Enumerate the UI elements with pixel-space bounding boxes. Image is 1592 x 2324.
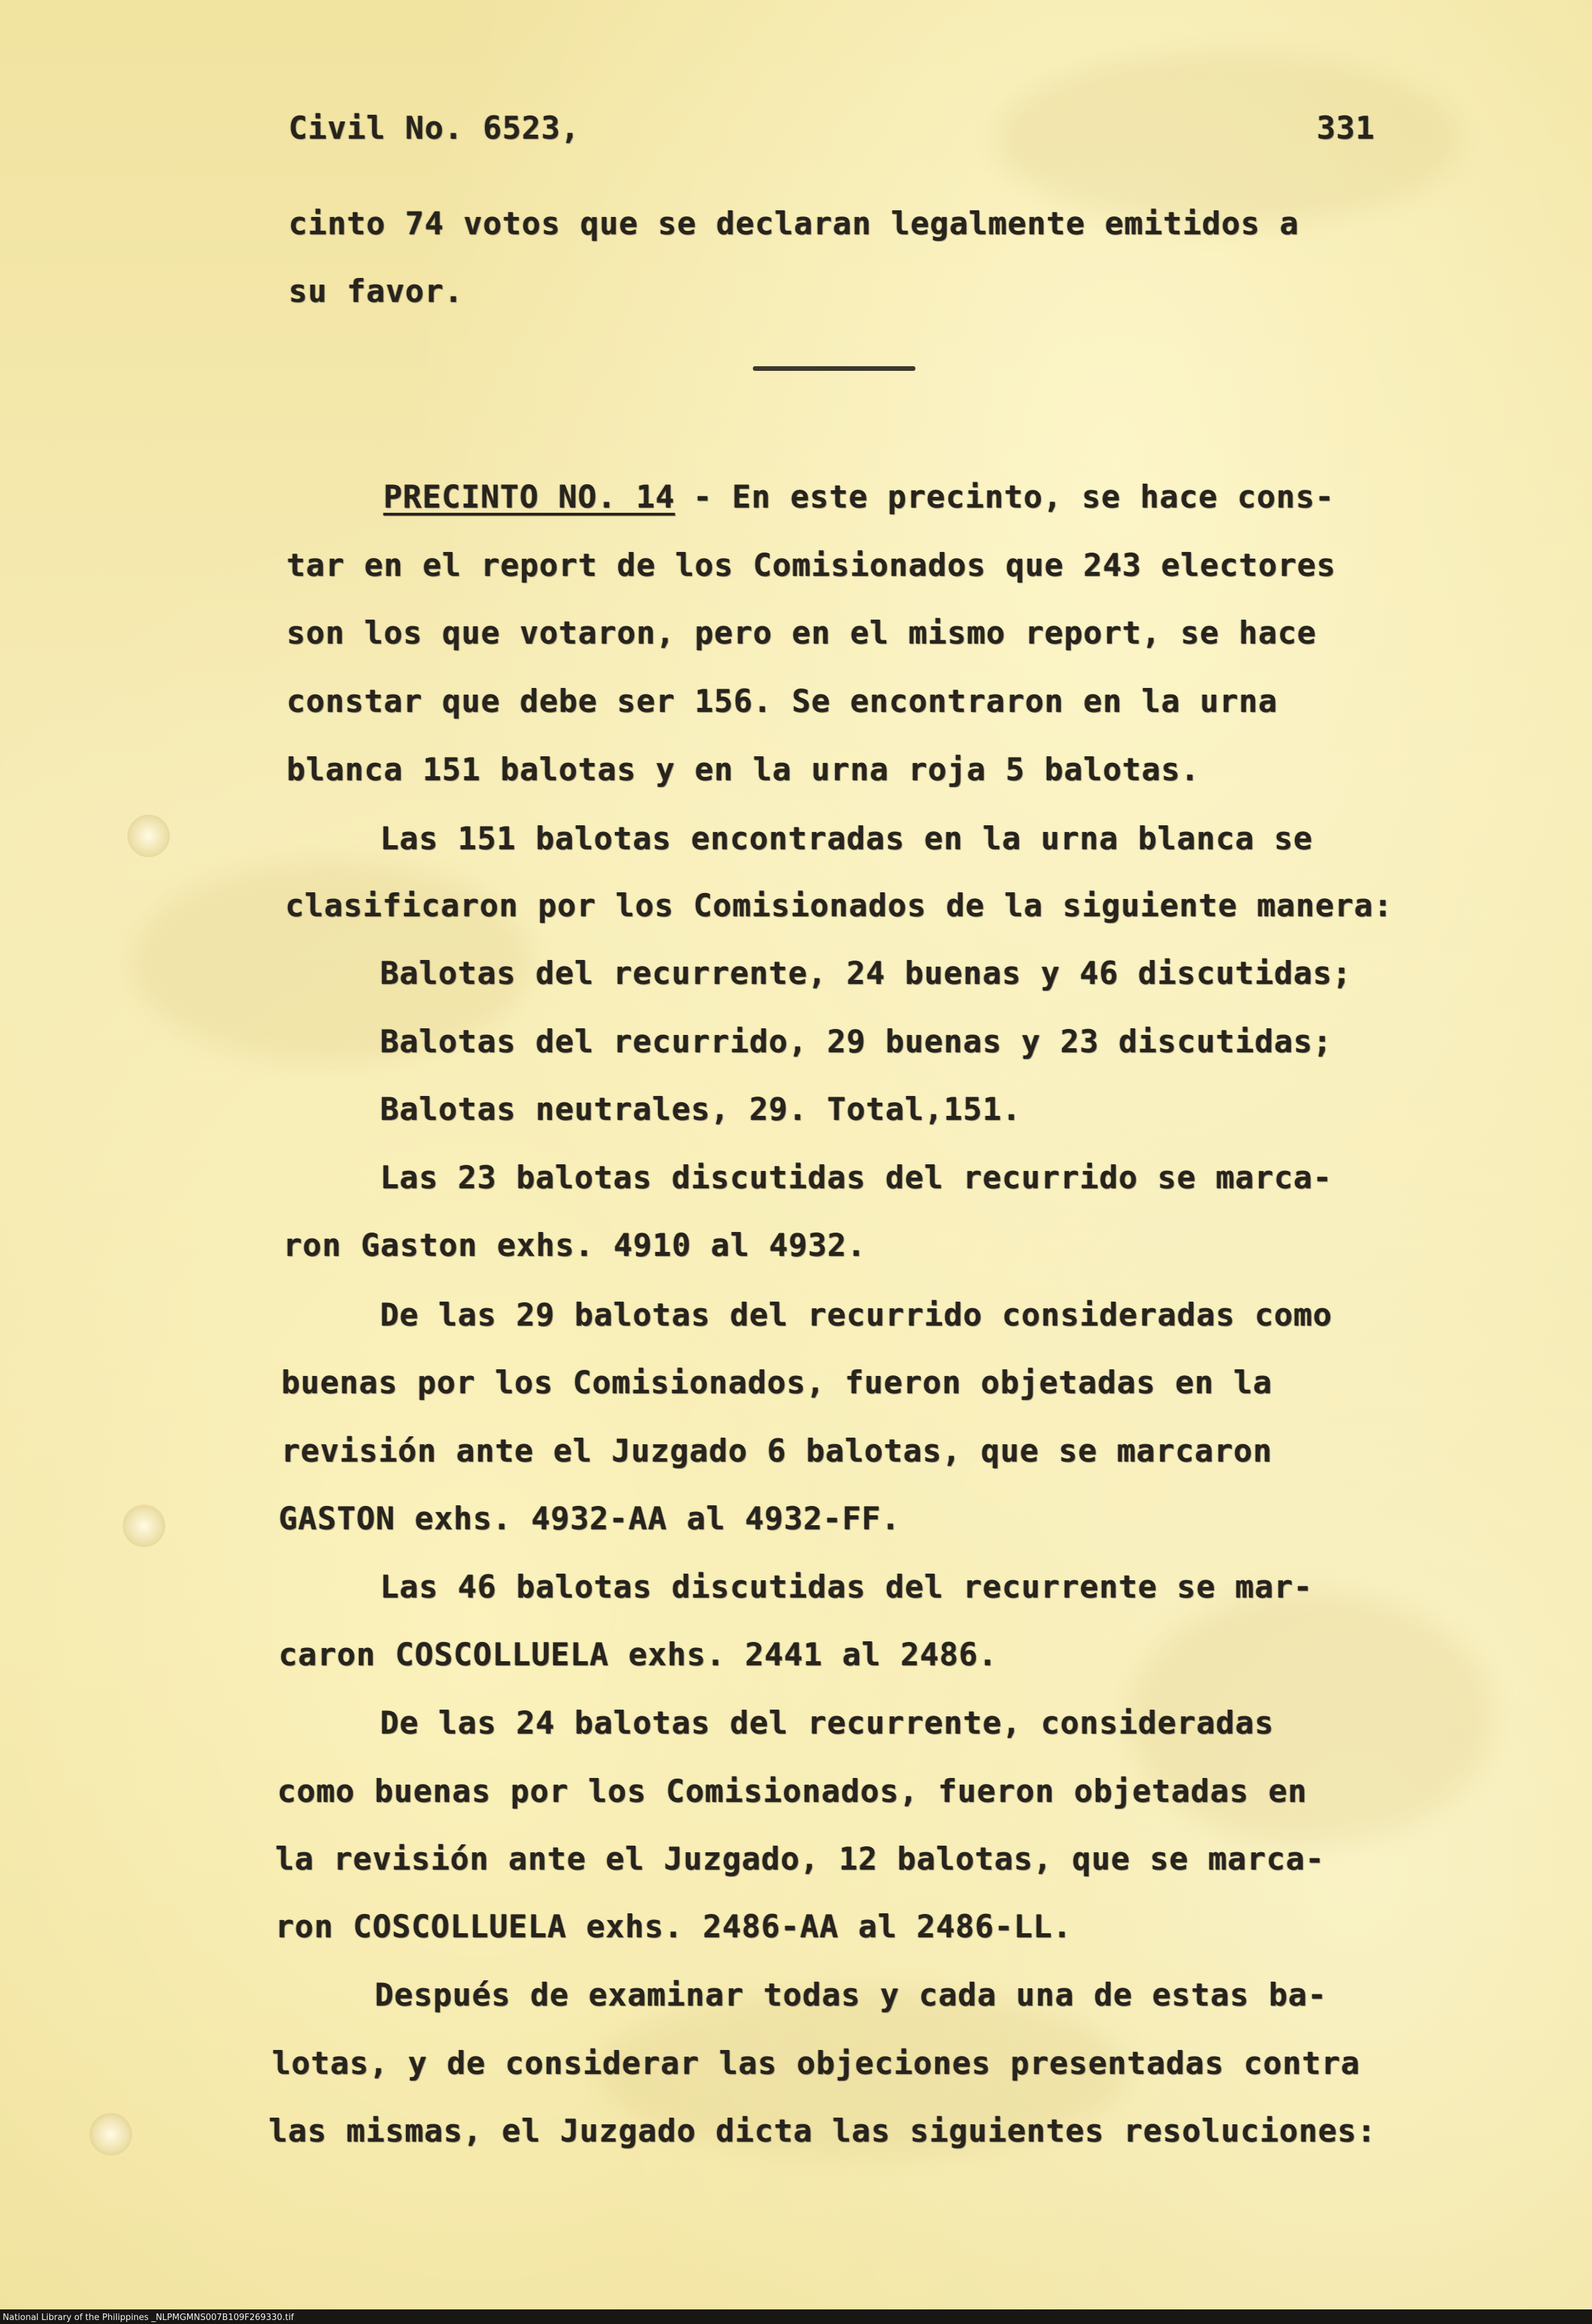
text-line: Las 151 balotas encontradas en la urna blanca se	[380, 821, 1313, 857]
archive-credit: National Library of the Philippines _NLPMGMNS007B109F269330.tif	[3, 2313, 295, 2323]
text-line: GASTON exhs. 4932-AA al 4932-FF.	[279, 1501, 901, 1537]
text-line: son los que votaron, pero en el mismo report, se hace	[287, 615, 1317, 651]
text-line: Las 46 balotas discutidas del recurrente se mar-	[380, 1569, 1313, 1606]
binding-hole	[127, 815, 170, 857]
paper-wrinkle	[995, 53, 1459, 226]
text-line: caron COSCOLLUELA exhs. 2441 al 2486.	[279, 1637, 998, 1673]
section-divider	[753, 366, 915, 371]
text-line: revisión ante el Juzgado 6 balotas, que se marcaron	[281, 1433, 1273, 1470]
text-line: Balotas del recurrido, 29 buenas y 23 discutidas;	[380, 1024, 1333, 1060]
text-line: Balotas neutrales, 29. Total,151.	[380, 1091, 1022, 1128]
text-line: tar en el report de los Comisionados que 243 electores	[287, 547, 1337, 584]
page-number: 331	[1317, 110, 1375, 147]
binding-hole	[123, 1505, 165, 1547]
scan-edge-strip	[0, 2309, 1592, 2324]
text-line: ron Gaston exhs. 4910 al 4932.	[283, 1227, 866, 1264]
text-line: constar que debe ser 156. Se encontraron en la urna	[287, 683, 1278, 720]
text-line: las mismas, el Juzgado dicta las siguientes resoluciones:	[269, 2113, 1376, 2150]
text-line: lotas, y de considerar las objeciones presentadas contra	[272, 2045, 1360, 2082]
text-line: Las 23 balotas discutidas del recurrido se marca-	[380, 1160, 1333, 1196]
text-line: Después de examinar todas y cada una de estas ba-	[375, 1977, 1327, 2014]
text-line: De las 24 balotas del recurrente, consideradas	[380, 1705, 1274, 1742]
text-line: - En este precinto, se hace cons-	[693, 479, 1335, 515]
binding-hole	[90, 2113, 132, 2155]
text-line: blanca 151 balotas y en la urna roja 5 balotas.	[287, 752, 1200, 788]
text-line: su favor.	[289, 273, 464, 310]
text-line: Balotas del recurrente, 24 buenas y 46 discutidas;	[380, 955, 1352, 992]
text-line: cinto 74 votos que se declaran legalmente emitidos a	[289, 206, 1299, 242]
text-line: la revisión ante el Juzgado, 12 balotas, que se marca-	[275, 1841, 1325, 1878]
text-line: buenas por los Comisionados, fueron objetadas en la	[281, 1365, 1273, 1401]
text-line: ron COSCOLLUELA exhs. 2486-AA al 2486-LL.	[275, 1909, 1073, 1945]
text-line: clasificaron por los Comisionados de la siguiente manera:	[285, 888, 1393, 924]
case-number-header: Civil No. 6523,	[289, 110, 580, 147]
text-line: De las 29 balotas del recurrido consideradas como	[380, 1297, 1333, 1333]
text-line: como buenas por los Comisionados, fueron objetadas en	[277, 1773, 1307, 1810]
section-heading: PRECINTO NO. 14	[383, 479, 675, 515]
